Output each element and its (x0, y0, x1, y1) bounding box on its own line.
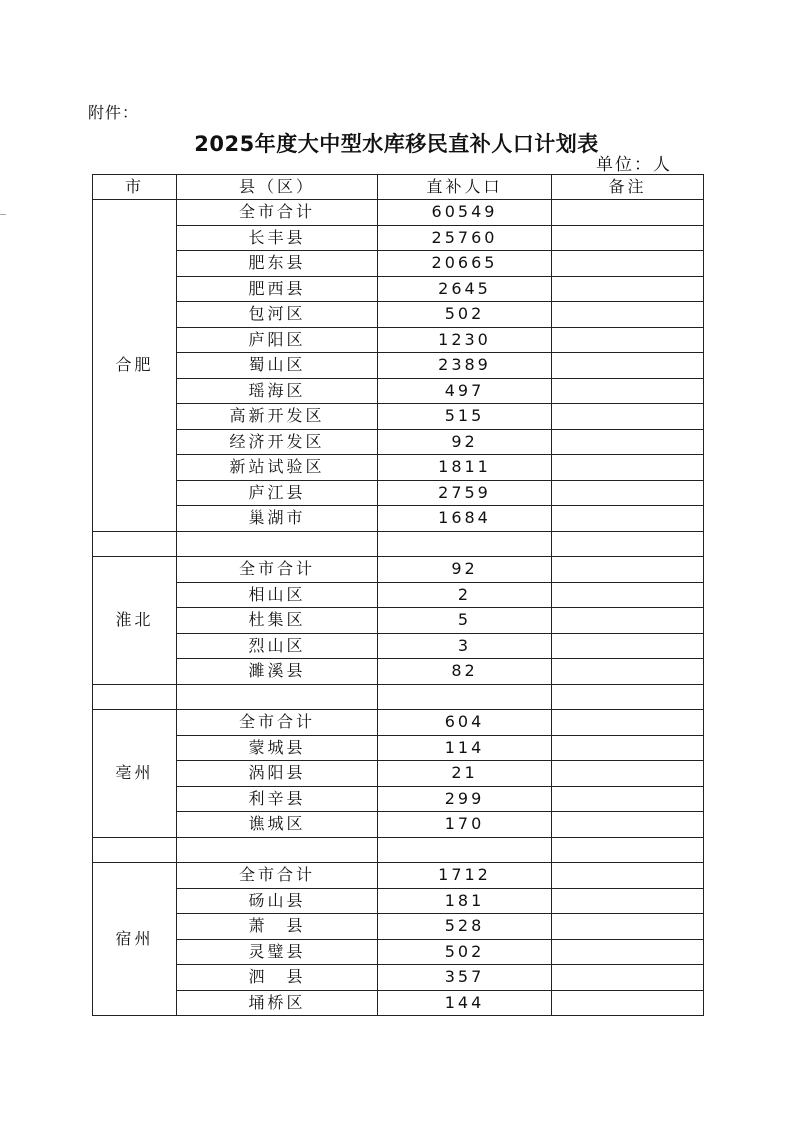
remarks-cell (552, 429, 704, 455)
population-cell: 21 (378, 761, 552, 787)
table-row (93, 939, 704, 965)
population-cell: 144 (378, 990, 552, 1016)
remarks-cell (552, 404, 704, 430)
empty-cell (93, 837, 177, 863)
spacer-row (93, 837, 704, 863)
table-row (93, 327, 704, 353)
county-cell: 谯城区 (177, 812, 378, 838)
table-row (93, 786, 704, 812)
population-cell: 357 (378, 965, 552, 991)
empty-cell (177, 531, 378, 557)
population-cell: 181 (378, 888, 552, 914)
table-row (93, 863, 704, 889)
county-cell: 巢湖市 (177, 506, 378, 532)
county-cell: 庐江县 (177, 480, 378, 506)
county-cell: 砀山县 (177, 888, 378, 914)
population-cell: 92 (378, 429, 552, 455)
county-cell: 肥西县 (177, 276, 378, 302)
county-cell: 泗 县 (177, 965, 378, 991)
empty-cell (378, 837, 552, 863)
spacer-row (93, 684, 704, 710)
remarks-cell (552, 633, 704, 659)
county-cell: 埇桥区 (177, 990, 378, 1016)
empty-cell (177, 684, 378, 710)
table-row (93, 710, 704, 736)
population-cell: 515 (378, 404, 552, 430)
county-cell: 烈山区 (177, 633, 378, 659)
empty-cell (177, 837, 378, 863)
county-cell: 包河区 (177, 302, 378, 328)
remarks-cell (552, 557, 704, 583)
county-cell: 全市合计 (177, 863, 378, 889)
remarks-cell (552, 761, 704, 787)
empty-cell (378, 684, 552, 710)
population-cell: 3 (378, 633, 552, 659)
population-cell: 1684 (378, 506, 552, 532)
header-city: 市 (93, 175, 177, 200)
county-cell: 瑶海区 (177, 378, 378, 404)
population-cell: 502 (378, 939, 552, 965)
remarks-cell (552, 786, 704, 812)
empty-cell (378, 531, 552, 557)
table-row (93, 914, 704, 940)
county-cell: 全市合计 (177, 710, 378, 736)
county-cell: 长丰县 (177, 225, 378, 251)
county-cell: 高新开发区 (177, 404, 378, 430)
population-cell: 92 (378, 557, 552, 583)
header-county: 县（区） (177, 175, 378, 200)
table-row (93, 200, 704, 226)
spacer-row (93, 531, 704, 557)
population-plan-table (92, 174, 704, 1016)
population-cell: 528 (378, 914, 552, 940)
header-population: 直补人口 (378, 175, 552, 200)
table-row (93, 506, 704, 532)
attachment-label: 附件： (88, 103, 140, 122)
empty-cell (93, 531, 177, 557)
remarks-cell (552, 455, 704, 481)
empty-cell (552, 684, 704, 710)
table-row (93, 582, 704, 608)
table-body (93, 200, 704, 1016)
header-remarks: 备注 (552, 175, 704, 200)
population-cell: 502 (378, 302, 552, 328)
city-cell: 淮北 (93, 557, 177, 685)
county-cell: 全市合计 (177, 557, 378, 583)
population-cell: 2389 (378, 353, 552, 379)
remarks-cell (552, 863, 704, 889)
table-row (93, 557, 704, 583)
empty-cell (552, 531, 704, 557)
county-cell: 经济开发区 (177, 429, 378, 455)
population-cell: 25760 (378, 225, 552, 251)
table-row (93, 429, 704, 455)
table-row (93, 404, 704, 430)
population-cell: 2645 (378, 276, 552, 302)
population-cell: 299 (378, 786, 552, 812)
population-cell: 1230 (378, 327, 552, 353)
population-cell: 604 (378, 710, 552, 736)
table-row (93, 659, 704, 685)
remarks-cell (552, 251, 704, 277)
unit-label: 单位：人 (596, 155, 672, 175)
table-row (93, 633, 704, 659)
table-row (93, 302, 704, 328)
county-cell: 涡阳县 (177, 761, 378, 787)
population-cell: 5 (378, 608, 552, 634)
county-cell: 杜集区 (177, 608, 378, 634)
remarks-cell (552, 914, 704, 940)
table-row (93, 990, 704, 1016)
remarks-cell (552, 225, 704, 251)
county-cell: 庐阳区 (177, 327, 378, 353)
remarks-cell (552, 327, 704, 353)
population-cell: 60549 (378, 200, 552, 226)
remarks-cell (552, 276, 704, 302)
city-cell: 亳州 (93, 710, 177, 838)
population-cell: 497 (378, 378, 552, 404)
empty-cell (93, 684, 177, 710)
population-cell: 1811 (378, 455, 552, 481)
table-row (93, 276, 704, 302)
county-cell: 新站试验区 (177, 455, 378, 481)
table-row (93, 455, 704, 481)
page-title: 2025年度大中型水库移民直补人口计划表 (194, 132, 599, 156)
remarks-cell (552, 659, 704, 685)
city-cell: 合肥 (93, 200, 177, 532)
table-row (93, 225, 704, 251)
remarks-cell (552, 735, 704, 761)
remarks-cell (552, 812, 704, 838)
population-cell: 2759 (378, 480, 552, 506)
remarks-cell (552, 710, 704, 736)
remarks-cell (552, 506, 704, 532)
scan-mark (0, 214, 6, 215)
county-cell: 濉溪县 (177, 659, 378, 685)
population-cell: 1712 (378, 863, 552, 889)
remarks-cell (552, 939, 704, 965)
remarks-cell (552, 378, 704, 404)
table-row (93, 812, 704, 838)
county-cell: 利辛县 (177, 786, 378, 812)
population-cell: 20665 (378, 251, 552, 277)
county-cell: 蒙城县 (177, 735, 378, 761)
table-row (93, 480, 704, 506)
table-row (93, 888, 704, 914)
population-cell: 2 (378, 582, 552, 608)
population-cell: 82 (378, 659, 552, 685)
population-cell: 114 (378, 735, 552, 761)
table-header-row (93, 175, 704, 200)
remarks-cell (552, 965, 704, 991)
table-row (93, 353, 704, 379)
remarks-cell (552, 888, 704, 914)
table-row (93, 251, 704, 277)
table-row (93, 378, 704, 404)
county-cell: 蜀山区 (177, 353, 378, 379)
remarks-cell (552, 480, 704, 506)
table-row (93, 965, 704, 991)
remarks-cell (552, 990, 704, 1016)
county-cell: 全市合计 (177, 200, 378, 226)
remarks-cell (552, 200, 704, 226)
population-cell: 170 (378, 812, 552, 838)
city-cell: 宿州 (93, 863, 177, 1016)
table-row (93, 761, 704, 787)
table-row (93, 608, 704, 634)
remarks-cell (552, 302, 704, 328)
table-row (93, 735, 704, 761)
empty-cell (552, 837, 704, 863)
remarks-cell (552, 353, 704, 379)
county-cell: 萧 县 (177, 914, 378, 940)
remarks-cell (552, 582, 704, 608)
county-cell: 相山区 (177, 582, 378, 608)
remarks-cell (552, 608, 704, 634)
county-cell: 灵璧县 (177, 939, 378, 965)
county-cell: 肥东县 (177, 251, 378, 277)
